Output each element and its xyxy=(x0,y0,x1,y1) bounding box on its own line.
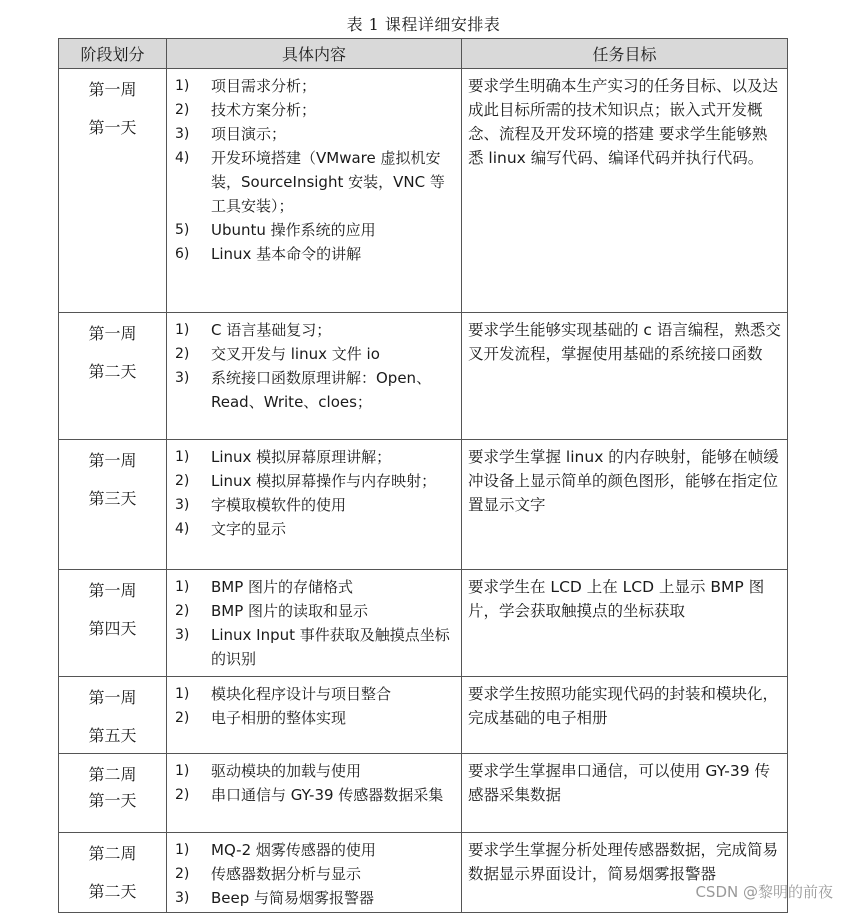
stage-week: 第一周 xyxy=(88,581,137,600)
stage-day: 第一天 xyxy=(88,118,137,137)
stage-cell xyxy=(59,833,167,913)
list-item: 1) Linux 模拟屏幕原理讲解； xyxy=(175,448,392,466)
table-caption: 表 1 课程详细安排表 xyxy=(346,15,501,34)
stage-cell xyxy=(59,570,167,677)
stage-day: 第五天 xyxy=(88,726,137,745)
stage-cell xyxy=(59,677,167,754)
stage-cell xyxy=(59,754,167,833)
list-item: 2) 交叉开发与 linux 文件 io xyxy=(175,345,380,363)
list-item: 1) BMP 图片的存储格式 xyxy=(175,578,354,596)
schedule-table xyxy=(58,38,788,913)
content-cell xyxy=(167,754,462,833)
list-item: 2) 传感器数据分析与显示 xyxy=(175,865,362,883)
table-row xyxy=(59,754,788,833)
list-item: 3) 系统接口函数原理讲解：Open、Read、Write、cloes； xyxy=(175,369,432,411)
stage-week: 第二周 xyxy=(88,844,137,863)
table-row xyxy=(59,69,788,313)
goal-cell: 要求学生掌握分析处理传感器数据，完成简易数据显示界面设计，简易烟雾报警器 xyxy=(462,833,788,913)
table-row xyxy=(59,833,788,913)
stage-cell xyxy=(59,313,167,440)
content-cell xyxy=(167,833,462,913)
stage-day: 第三天 xyxy=(88,489,137,508)
list-item: 5) Ubuntu 操作系统的应用 xyxy=(175,221,376,239)
list-item: 3) Beep 与简易烟雾报警器 xyxy=(175,889,375,907)
list-item: 2) 技术方案分析； xyxy=(175,101,317,119)
goal-cell: 要求学生掌握串口通信，可以使用 GY-39 传感器采集数据 xyxy=(462,754,788,833)
table-row xyxy=(59,313,788,440)
goal-cell: 要求学生在 LCD 上在 LCD 上显示 BMP 图片，学会获取触摸点的坐标获取 xyxy=(462,570,788,677)
list-item: 2) Linux 模拟屏幕操作与内存映射； xyxy=(175,472,437,490)
content-cell xyxy=(167,440,462,570)
stage-day: 第二天 xyxy=(88,882,137,901)
list-item: 2) 电子相册的整体实现 xyxy=(175,709,347,727)
header-row xyxy=(59,39,788,69)
list-item: 4) 开发环境搭建（VMware 虚拟机安装，SourceInsight 安装，VNC 等工具安装）； xyxy=(175,149,445,215)
goal-cell: 要求学生明确本生产实习的任务目标、以及达成此目标所需的技术知识点；嵌入式开发概念、流程及开发环境的搭建 要求学生能够熟悉 linux 编写代码、编译代码并执行代码。 xyxy=(462,69,788,313)
list-item: 1) 驱动模块的加载与使用 xyxy=(175,762,362,780)
list-item: 2) BMP 图片的读取和显示 xyxy=(175,602,369,620)
content-cell xyxy=(167,313,462,440)
table-row xyxy=(59,440,788,570)
watermark: CSDN @黎明的前夜 xyxy=(695,883,833,901)
stage-week: 第一周 xyxy=(88,80,137,99)
content-cell xyxy=(167,69,462,313)
list-item: 4) 文字的显示 xyxy=(175,520,287,538)
content-cell xyxy=(167,677,462,754)
table-row xyxy=(59,570,788,677)
list-item: 3) Linux Input 事件获取及触摸点坐标的识别 xyxy=(175,626,450,668)
list-item: 3) 字模取模软件的使用 xyxy=(175,496,347,514)
stage-cell xyxy=(59,440,167,570)
list-item: 1) MQ-2 烟雾传感器的使用 xyxy=(175,841,376,859)
list-item: 3) 项目演示； xyxy=(175,125,287,143)
header-content: 具体内容 xyxy=(167,39,462,69)
goal-cell: 要求学生能够实现基础的 c 语言编程，熟悉交叉开发流程，掌握使用基础的系统接口函数 xyxy=(462,313,788,440)
content-cell xyxy=(167,570,462,677)
header-goal: 任务目标 xyxy=(462,39,788,69)
stage-week: 第一周 xyxy=(88,451,137,470)
stage-week: 第二周 xyxy=(88,765,137,784)
goal-cell: 要求学生掌握 linux 的内存映射，能够在帧缓冲设备上显示简单的颜色图形，能够在指定位置显示文字 xyxy=(462,440,788,570)
stage-week: 第一周 xyxy=(88,324,137,343)
list-item: 1) 项目需求分析； xyxy=(175,77,317,95)
list-item: 1) C 语言基础复习； xyxy=(175,321,332,339)
stage-day: 第四天 xyxy=(88,619,137,638)
list-item: 1) 模块化程序设计与项目整合 xyxy=(175,685,392,703)
stage-day: 第二天 xyxy=(88,362,137,381)
table-row xyxy=(59,677,788,754)
stage-day: 第一天 xyxy=(88,791,137,810)
header-stage: 阶段划分 xyxy=(59,39,167,69)
stage-week: 第一周 xyxy=(88,688,137,707)
list-item: 6) Linux 基本命令的讲解 xyxy=(175,245,362,263)
goal-cell: 要求学生按照功能实现代码的封装和模块化，完成基础的电子相册 xyxy=(462,677,788,754)
list-item: 2) 串口通信与 GY-39 传感器数据采集 xyxy=(175,786,444,804)
stage-cell xyxy=(59,69,167,313)
